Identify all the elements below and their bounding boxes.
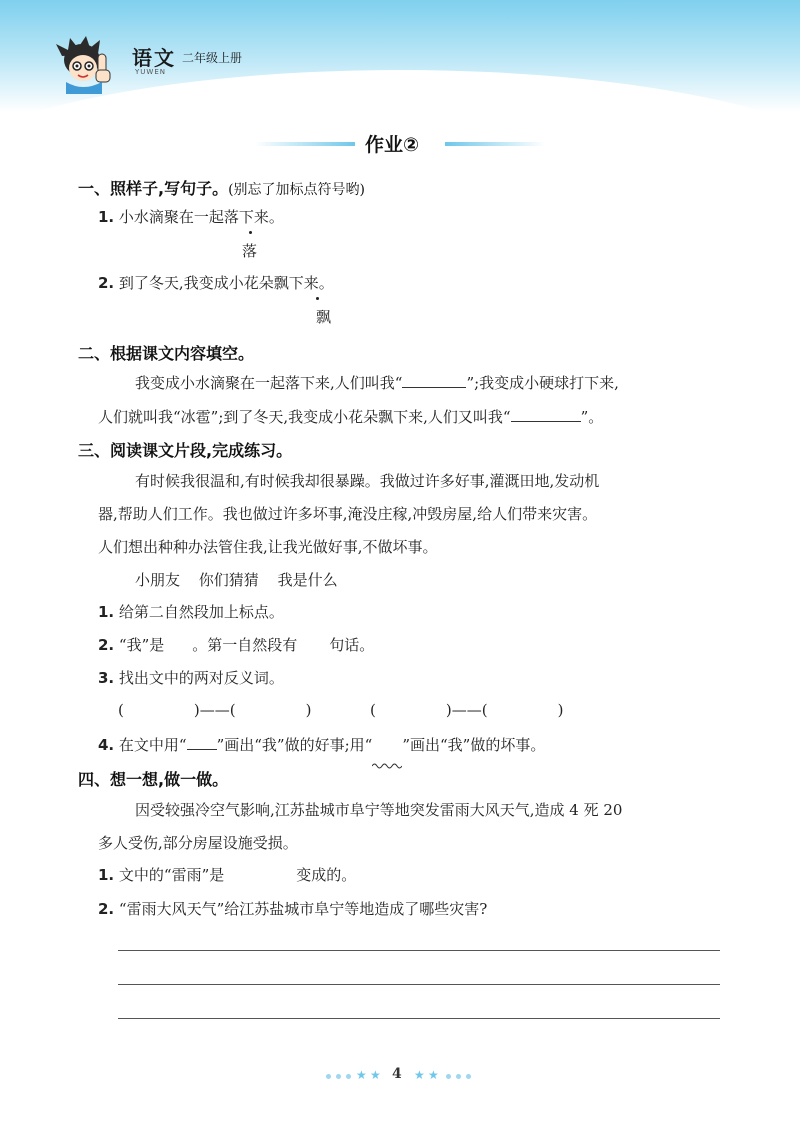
antonym-pair-2[interactable] [370, 701, 563, 719]
s3-p4-b: 你们猜猜 [198, 571, 259, 589]
footer-star-icon: ★ [414, 1068, 425, 1082]
s1-q1-word: 落 [242, 242, 258, 260]
section-heading-1 [78, 176, 365, 199]
section-1-heading: 一、照样子,写句子。 [78, 179, 229, 198]
footer-star-icon: ★ [370, 1068, 381, 1082]
page-title: 作业② [365, 134, 420, 156]
title-line-left [255, 142, 355, 146]
footer-star-icon: ★ [428, 1068, 439, 1082]
s3-q3-text: 找出文中的两对反义词。 [118, 669, 284, 687]
s4-q2-text: “雷雨大风天气”给江苏盐城市阜宁等地造成了哪些灾害? [118, 900, 488, 918]
footer-dot [326, 1074, 331, 1079]
pair2-mid: )——( [445, 701, 488, 719]
s2-line-2 [98, 406, 603, 427]
s4-q2-number: 2. [98, 900, 115, 918]
s4-q1-number: 1. [98, 866, 115, 884]
s4-passage-line-2: 多人受伤,部分房屋设施受损。 [98, 834, 298, 852]
section-1-note: (别忘了加标点符号哟) [228, 182, 366, 198]
footer-dot [336, 1074, 341, 1079]
title-line-right [445, 142, 545, 146]
footer-dot [466, 1074, 471, 1079]
s4-q1-b: 变成的。 [296, 866, 357, 884]
answer-line-1[interactable] [118, 950, 720, 951]
s2-line2-a: 人们就叫我“冰雹”;到了冬天,我变成小花朵飘下来,人们又叫我“ [98, 408, 511, 426]
footer-dot [456, 1074, 461, 1079]
s3-question-1 [98, 601, 284, 622]
s3-q4-c: ”画出“我”做的坏事。 [402, 736, 546, 754]
s3-question-4 [98, 734, 545, 755]
pair2-open: ( [370, 701, 376, 719]
s1-q1-text: 小水滴聚在一起落下来。 [118, 208, 284, 226]
s1-q2-text: 到了冬天,我变成小花朵飘下来。 [118, 274, 334, 292]
s1-question-2 [98, 272, 334, 293]
s2-line1-b: ”;我变成小硬球打下来, [466, 374, 619, 392]
s2-line2-b: ”。 [580, 408, 604, 426]
grade-label: 二年级上册 [182, 51, 243, 65]
answer-line-3[interactable] [118, 1018, 720, 1019]
s4-q1-a: 文中的“雷雨”是 [118, 866, 225, 884]
s3-q2-a: “我”是 [118, 636, 165, 654]
s3-question-3 [98, 667, 284, 688]
straight-line-sample [187, 749, 217, 750]
s3-q1-text: 给第二自然段加上标点。 [118, 603, 284, 621]
s3-passage-line-2: 器,帮助人们工作。我也做过许多坏事,淹没庄稼,冲毁房屋,给人们带来灾害。 [98, 505, 598, 523]
s2-line1-a: 我变成小水滴聚在一起落下来,人们叫我“ [135, 374, 403, 392]
section-4-heading: 四、想一想,做一做。 [78, 770, 229, 789]
s3-p4-c: 我是什么 [277, 571, 338, 589]
s3-q2-number: 2. [98, 636, 115, 654]
s3-passage-line-1: 有时候我很温和,有时候我却很暴躁。我做过许多好事,灌溉田地,发动机 [135, 472, 600, 490]
s4-passage-line-1: 因受较强冷空气影响,江苏盐城市阜宁等地突发雷雨大风天气,造成 4 死 20 [135, 801, 623, 819]
s3-question-2 [98, 634, 374, 655]
s1-q1-number: 1. [98, 208, 115, 226]
s3-q4-number: 4. [98, 736, 115, 754]
s4-question-2 [98, 898, 487, 919]
s4-question-1 [98, 864, 356, 885]
footer-dot [446, 1074, 451, 1079]
emphasis-dot-1 [249, 231, 252, 234]
antonym-pair-1[interactable] [118, 701, 311, 719]
answer-line-2[interactable] [118, 984, 720, 985]
s1-q2-number: 2. [98, 274, 115, 292]
s2-line-1 [135, 372, 619, 393]
s1-q2-word: 飘 [316, 308, 332, 326]
s3-q4-b: ”画出“我”做的好事;用“ [216, 736, 373, 754]
s1-question-1 [98, 206, 284, 227]
s3-p4-a: 小朋友 [135, 571, 181, 589]
s3-passage-line-3: 人们想出种种办法管住我,让我光做好事,不做坏事。 [98, 538, 438, 556]
s2-blank-2[interactable] [511, 421, 581, 422]
s3-q2-c: 句话。 [329, 636, 375, 654]
s2-blank-1[interactable] [402, 387, 466, 388]
s3-q1-number: 1. [98, 603, 115, 621]
pair2-close: ) [557, 701, 564, 719]
pair1-close: ) [305, 701, 312, 719]
footer-dot [346, 1074, 351, 1079]
s3-q4-a: 在文中用“ [118, 736, 187, 754]
section-2-heading: 二、根据课文内容填空。 [78, 344, 255, 363]
subject-pinyin: YUWEN [135, 68, 166, 76]
subject-title: 语文 [132, 46, 176, 70]
pair1-open: ( [118, 701, 124, 719]
page-number: 4 [392, 1066, 402, 1082]
mascot-icon [52, 34, 128, 94]
s3-q3-number: 3. [98, 669, 115, 687]
section-3-heading: 三、阅读课文片段,完成练习。 [78, 441, 293, 460]
emphasis-dot-2 [316, 297, 319, 300]
footer-star-icon: ★ [356, 1068, 367, 1082]
pair1-mid: )——( [193, 701, 236, 719]
s3-passage-line-4 [135, 569, 338, 590]
s3-q2-b: 。第一自然段有 [192, 636, 298, 654]
